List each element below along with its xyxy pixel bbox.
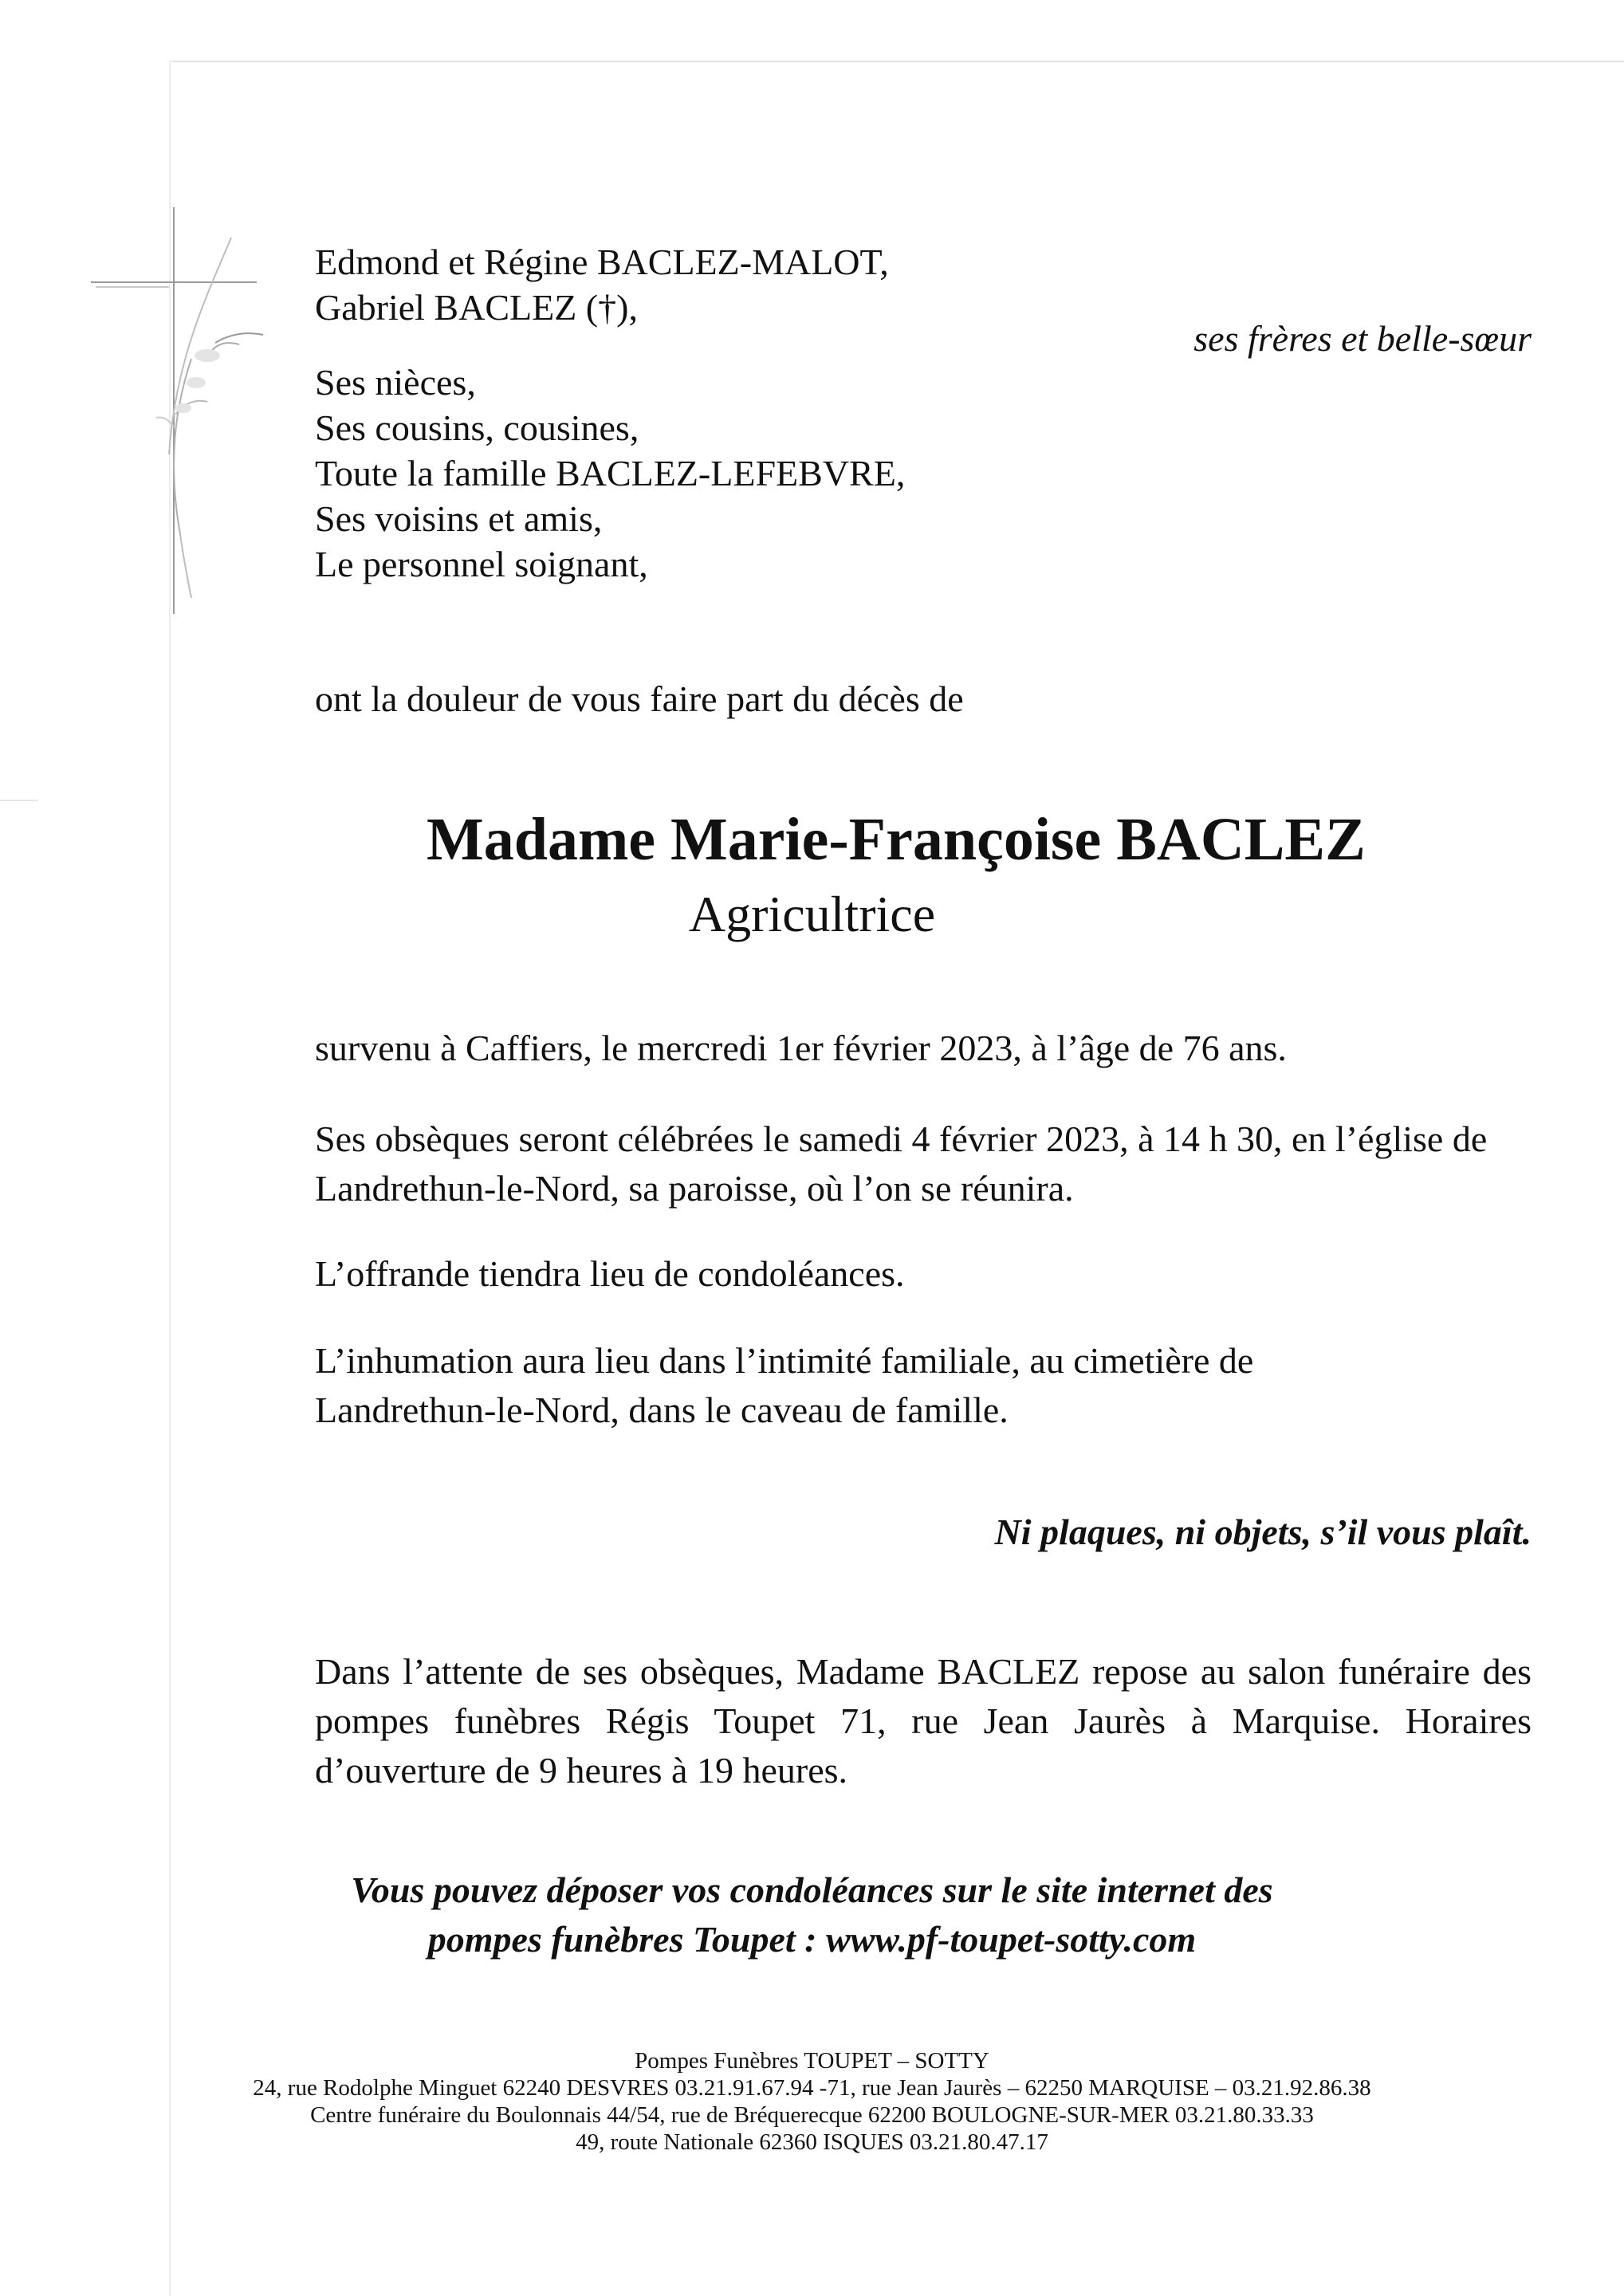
deceased-name: Madame Marie-Françoise BACLEZ xyxy=(427,806,1366,873)
death-details xyxy=(315,1025,1287,1071)
scan-mark xyxy=(0,800,38,801)
condolences-block xyxy=(0,1866,1624,1964)
offering-text: L’offrande tiendra lieu de condoléances. xyxy=(315,1253,905,1294)
family-relation: ses frères et belle-sœur xyxy=(1193,318,1532,359)
offering-details xyxy=(315,1251,905,1296)
relatives-line: Toute la famille BACLEZ-LEFEBVRE, xyxy=(315,453,906,493)
family-line: Edmond et Régine BACLEZ-MALOT, xyxy=(315,242,889,282)
condolences-line: pompes funèbres Toupet : www.pf-toupet-sotty.com xyxy=(427,1919,1197,1960)
announcement-line xyxy=(315,676,964,721)
relatives-line: Ses cousins, cousines, xyxy=(315,407,639,448)
footer-line: 24, rue Rodolphe Minguet 62240 DESVRES 03.21.91.67.94 -71, rue Jean Jaurès – 62250 MARQUISE – 03.21.92.86.38 xyxy=(253,2075,1371,2101)
burial-details xyxy=(315,1336,1253,1435)
footer-line: 49, route Nationale 62360 ISQUES 03.21.80.47.17 xyxy=(576,2129,1048,2155)
death-text: survenu à Caffiers, le mercredi 1er février 2023, à l’âge de 76 ans. xyxy=(315,1028,1287,1068)
burial-line: Landrethun-le-Nord, dans le caveau de famille. xyxy=(315,1390,1009,1430)
condolences-line: Vous pouvez déposer vos condoléances sur le site internet des xyxy=(351,1869,1273,1910)
family-line: Gabriel BACLEZ (†), xyxy=(315,287,638,328)
burial-line: L’inhumation aura lieu dans l’intimité familiale, au cimetière de xyxy=(315,1340,1254,1381)
rest-paragraph: Dans l’attente de ses obsèques, Madame BACLEZ repose au salon funéraire des pompes funèbres Régis Toupet 71, rue Jean Jaurès à Marquise. Horaires d’ouverture de 9 heures à 19 heures. xyxy=(315,1651,1532,1791)
deceased-profession: Agricultrice xyxy=(688,886,936,942)
footer-line: Pompes Funèbres TOUPET – SOTTY xyxy=(635,2048,989,2074)
relatives-block xyxy=(315,360,905,587)
no-flowers-request: Ni plaques, ni objets, s’il vous plaît. xyxy=(994,1512,1532,1552)
relatives-line: Ses nièces, xyxy=(315,362,476,403)
relatives-line: Le personnel soignant, xyxy=(315,544,648,584)
funeral-details xyxy=(315,1115,1487,1213)
funeral-line: Landrethun-le-Nord, sa paroisse, où l’on se réunira. xyxy=(315,1168,1074,1209)
family-block xyxy=(315,239,889,330)
page-frame-top-line xyxy=(171,61,1624,62)
funeral-line: Ses obsèques seront célébrées le samedi 4 février 2023, à 14 h 30, en l’église de xyxy=(315,1119,1488,1159)
cross-with-lily-icon xyxy=(80,199,271,622)
relatives-line: Ses voisins et amis, xyxy=(315,498,603,539)
announcement-text: ont la douleur de vous faire part du décès de xyxy=(315,678,964,719)
footer-line: Centre funéraire du Boulonnais 44/54, rue de Bréquerecque 62200 BOULOGNE-SUR-MER 03.21.80.33.33 xyxy=(310,2102,1314,2128)
funeral-home-footer xyxy=(0,2047,1624,2156)
